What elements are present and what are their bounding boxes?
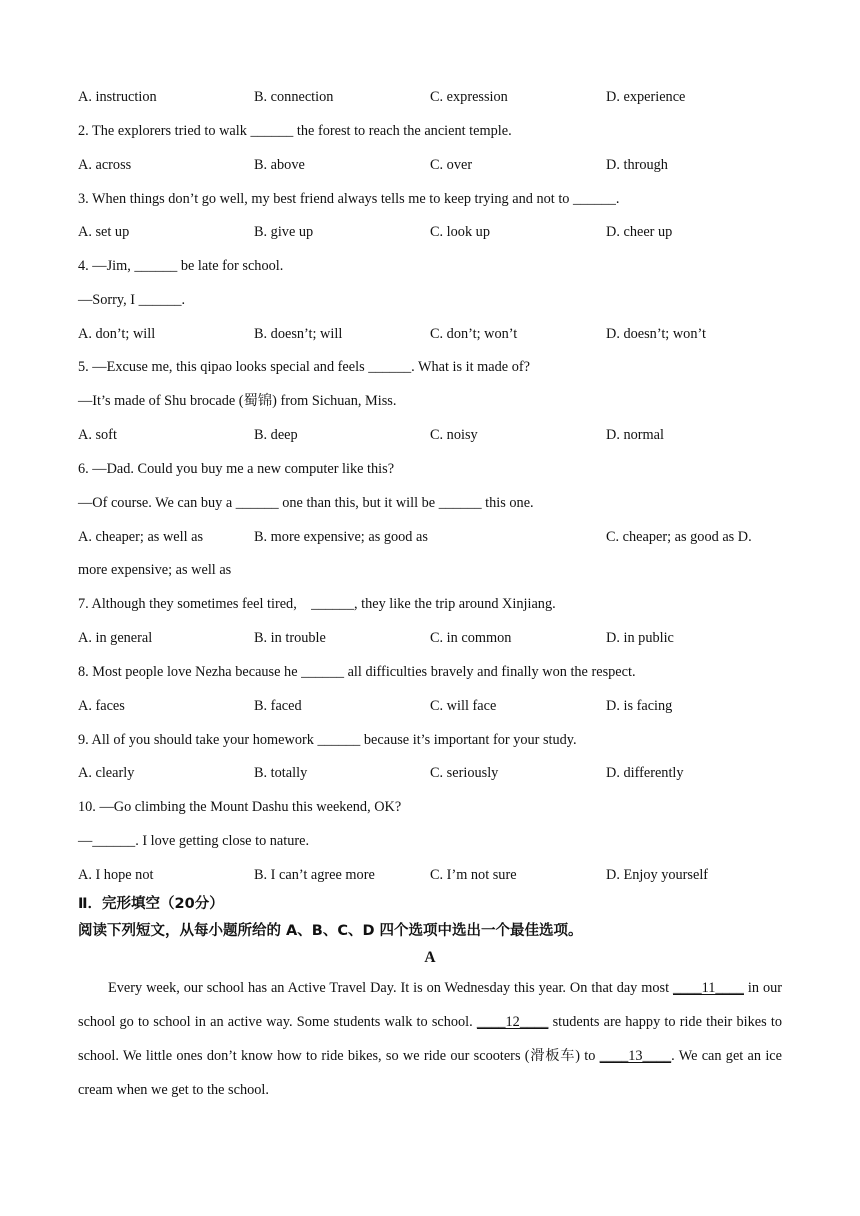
question-8: 8. Most people love Nezha because he ______ all difficulties bravely and finally won the respect.	[78, 664, 636, 680]
option-c: C. will face	[430, 698, 497, 714]
question-2: 2. The explorers tried to walk ______ the forest to reach the ancient temple.	[78, 123, 512, 139]
question-6-reply: —Of course. We can buy a ______ one than this, but it will be ______ this one.	[78, 495, 534, 511]
option-d: D. is facing	[606, 698, 673, 714]
option-b: B. totally	[254, 765, 308, 781]
option-a: A. faces	[78, 698, 125, 714]
q4-options	[78, 324, 800, 344]
passage-text: Every week, our school has an Active Travel Day. It is on Wednesday this year. On that day most	[108, 980, 673, 996]
option-b: B. deep	[254, 427, 298, 443]
blank-12: ____12____	[476, 1014, 549, 1030]
q3-options	[78, 222, 800, 242]
option-b: B. connection	[254, 89, 334, 105]
option-b: B. give up	[254, 224, 314, 240]
option-a: A. cheaper; as well as	[78, 529, 204, 545]
option-b: B. more expensive; as good as	[254, 529, 428, 545]
question-4-reply: —Sorry, I ______.	[78, 292, 186, 308]
question-5-reply: —It’s made of Shu brocade (蜀锦) from Sichuan, Miss.	[78, 393, 397, 409]
passage-text: in our school go to school in an active way. Some students walk to school.	[78, 980, 782, 1030]
question-10-reply: —______. I love getting close to nature.	[78, 833, 310, 849]
blank-11: ____11____	[673, 980, 744, 996]
q8-options	[78, 696, 800, 716]
option-d-wrapped: more expensive; as well as	[78, 562, 232, 578]
option-c: C. I’m not sure	[430, 867, 517, 883]
question-4: 4. —Jim, ______ be late for school.	[78, 258, 284, 274]
option-d: D. cheer up	[606, 224, 673, 240]
option-d: D. doesn’t; won’t	[606, 326, 706, 342]
option-d: D. in public	[606, 630, 674, 646]
q9-options	[78, 763, 800, 783]
option-c: C. expression	[430, 89, 508, 105]
option-b: B. in trouble	[254, 630, 326, 646]
q10-options	[78, 865, 800, 885]
option-b: B. I can’t agree more	[254, 867, 375, 883]
q7-options	[78, 628, 800, 648]
option-a: A. soft	[78, 427, 117, 443]
option-a: A. in general	[78, 630, 153, 646]
option-a: A. across	[78, 157, 132, 173]
question-9: 9. All of you should take your homework ______ because it’s important for your study.	[78, 732, 577, 748]
passage-text: students are happy to ride their bikes to school. We little ones don’t know how to ride bikes, so we ride our scooters (滑板车) to	[78, 1014, 782, 1064]
option-d: D. experience	[606, 89, 686, 105]
question-6: 6. —Dad. Could you buy me a new computer like this?	[78, 461, 395, 477]
passage-text: . We can get an ice cream when we get to the school.	[78, 1048, 782, 1098]
q6-options	[78, 527, 800, 547]
option-d: D. through	[606, 157, 668, 173]
question-10: 10. —Go climbing the Mount Dashu this weekend, OK?	[78, 799, 402, 815]
q5-options	[78, 425, 800, 445]
option-b: B. faced	[254, 698, 302, 714]
option-c: C. seriously	[430, 765, 499, 781]
option-a: A. set up	[78, 224, 130, 240]
option-c: C. don’t; won’t	[430, 326, 518, 342]
option-b: B. doesn’t; will	[254, 326, 343, 342]
option-d: D. differently	[606, 765, 684, 781]
q1-options	[78, 87, 800, 107]
option-d: D. normal	[606, 427, 664, 443]
option-c: C. noisy	[430, 427, 478, 443]
question-3: 3. When things don’t go well, my best friend always tells me to keep trying and not to ______.	[78, 191, 620, 207]
section-instruction: 阅读下列短文，从每小题所给的 A、B、C、D 四个选项中选出一个最佳选项。	[78, 923, 583, 939]
option-c: C. look up	[430, 224, 490, 240]
option-a: A. don’t; will	[78, 326, 156, 342]
option-b: B. above	[254, 157, 305, 173]
option-a: A. I hope not	[78, 867, 154, 883]
option-a: A. instruction	[78, 89, 157, 105]
option-c: C. over	[430, 157, 473, 173]
option-a: A. clearly	[78, 765, 135, 781]
option-d: D. Enjoy yourself	[606, 867, 709, 883]
q2-options	[78, 155, 800, 175]
question-5: 5. —Excuse me, this qipao looks special and feels ______. What is it made of?	[78, 359, 530, 375]
section-title: Ⅱ．完形填空（20分）	[78, 896, 224, 912]
passage-a	[78, 971, 782, 1107]
option-c: C. in common	[430, 630, 512, 646]
question-7: 7. Although they sometimes feel tired, ______, they like the trip around Xinjiang.	[78, 596, 556, 612]
passage-heading: A	[424, 949, 436, 966]
option-c: C. cheaper; as good as D.	[606, 529, 752, 545]
blank-13: ____13____	[599, 1048, 672, 1064]
